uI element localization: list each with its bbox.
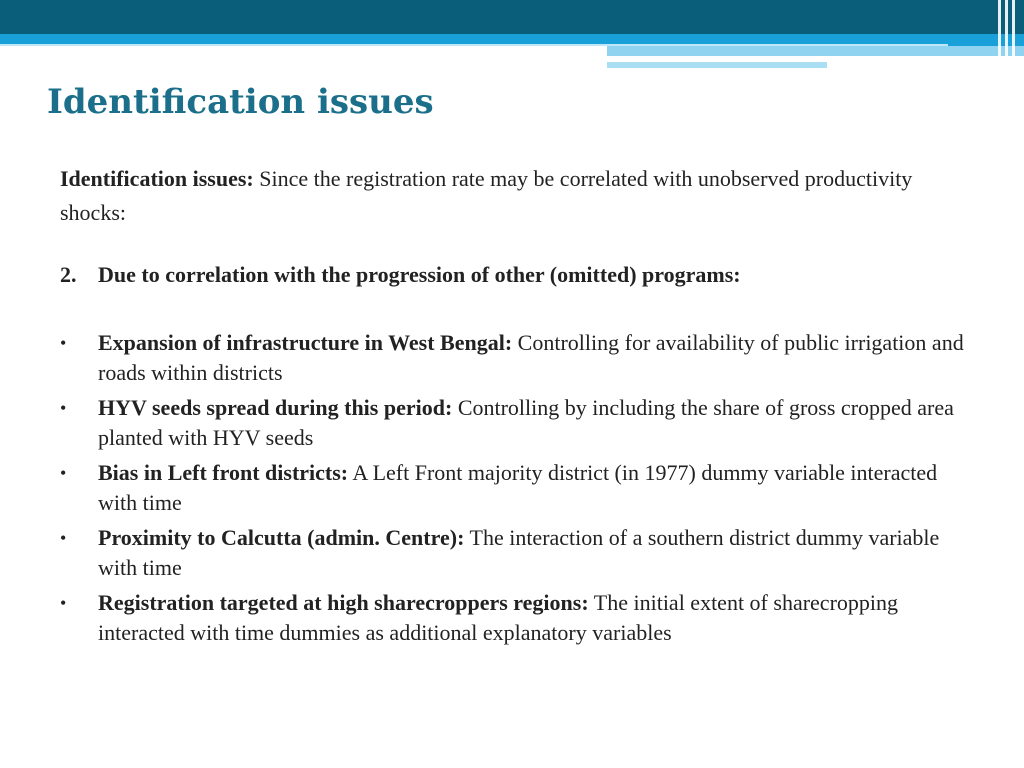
bullet-text: Controlling for availability of public irrigation and roads within districts (98, 330, 964, 385)
header-band-dark (0, 0, 1024, 34)
intro-label: Identification issues: (60, 166, 254, 191)
bullet-icon: • (60, 398, 67, 418)
bullet-text: Controlling by including the share of gross cropped area planted with HYV seeds (98, 395, 954, 450)
bullet-label: Bias in Left front districts: (98, 460, 349, 485)
header-band-light (607, 46, 1024, 56)
bullet-text: The initial extent of sharecropping interacted with time dummies as additional explanatory variables (98, 590, 899, 645)
bullet-item (60, 328, 980, 388)
bullet-item (60, 458, 980, 518)
bullet-item (60, 588, 980, 648)
numbered-item-number: 2. (60, 262, 77, 287)
bullet-icon: • (60, 528, 67, 548)
bullet-icon: • (60, 593, 67, 613)
bullet-icon: • (60, 463, 67, 483)
bullet-item (60, 523, 980, 583)
bullet-label: Expansion of infrastructure in West Bengal: (98, 330, 513, 355)
slide-title: Identification issues (47, 82, 434, 122)
bullet-item (60, 393, 980, 453)
bullet-icon: • (60, 333, 67, 353)
header-stripes (994, 0, 1024, 70)
header-band-thin (607, 62, 827, 68)
bullet-label: HYV seeds spread during this period: (98, 395, 453, 420)
bullet-list (60, 328, 980, 648)
intro-paragraph (60, 162, 980, 230)
numbered-item-text: Due to correlation with the progression of other (omitted) programs: (98, 262, 741, 287)
bullet-text: The interaction of a southern district dummy variable with time (98, 525, 940, 580)
intro-text: Since the registration rate may be correlated with unobserved productivity shocks: (60, 166, 913, 225)
bullet-text: A Left Front majority district (in 1977) dummy variable interacted with time (98, 460, 938, 515)
slide-body (60, 162, 980, 653)
numbered-item (60, 258, 980, 292)
bullet-label: Proximity to Calcutta (admin. Centre): (98, 525, 465, 550)
bullet-label: Registration targeted at high sharecroppers regions: (98, 590, 589, 615)
